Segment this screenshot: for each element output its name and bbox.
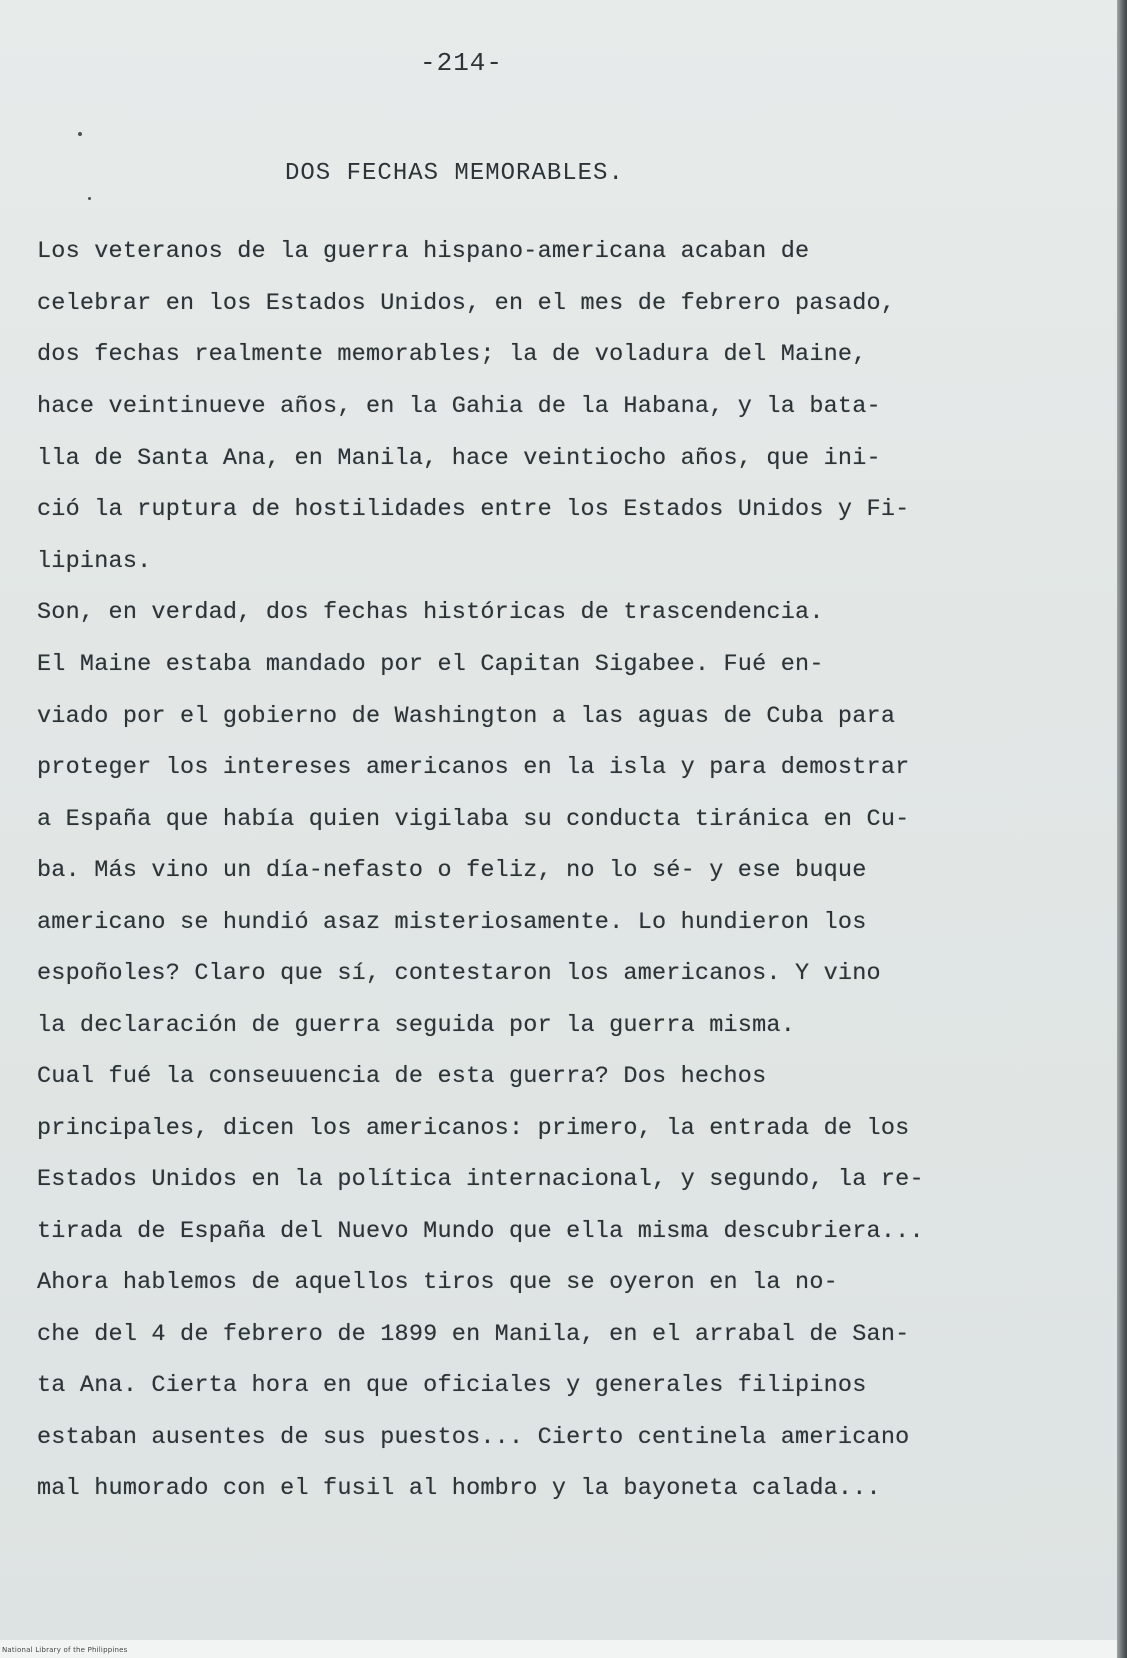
film-edge (1117, 0, 1127, 1658)
paper-speck (88, 197, 91, 200)
document-title: DOS FECHAS MEMORABLES. (285, 160, 624, 187)
text-line: viado por el gobierno de Washington a las aguas de Cuba para (37, 703, 896, 730)
text-line: tirada de España del Nuevo Mundo que ella misma descubriera... (37, 1218, 924, 1245)
text-line: Cual fué la conseuuencia de esta guerra? Dos hechos (37, 1063, 767, 1090)
text-line: a España que había quien vigilaba su conducta tiránica en Cu- (37, 806, 910, 833)
text-line: dos fechas realmente memorables; la de voladura del Maine, (37, 341, 867, 368)
text-line: lla de Santa Ana, en Manila, hace veintiocho años, que ini- (37, 445, 881, 472)
text-line: americano se hundió asaz misteriosamente. Lo hundieron los (37, 909, 867, 936)
text-line: principales, dicen los americanos: primero, la entrada de los (37, 1115, 910, 1142)
text-line: ba. Más vino un día-nefasto o feliz, no lo sé- y ese buque (37, 857, 867, 884)
page-number: -214- (420, 48, 504, 78)
text-line: lipinas. (37, 548, 152, 575)
text-line: espoñoles? Claro que sí, contestaron los americanos. Y vino (37, 960, 881, 987)
credit-text: National Library of the Philippines (2, 1646, 128, 1654)
text-line: la declaración de guerra seguida por la guerra misma. (37, 1012, 796, 1039)
text-line: mal humorado con el fusil al hombro y la bayoneta calada... (37, 1475, 881, 1502)
text-line: celebrar en los Estados Unidos, en el mes de febrero pasado, (37, 290, 896, 317)
text-line: proteger los intereses americanos en la isla y para demostrar (37, 754, 910, 781)
text-line: estaban ausentes de sus puestos... Cierto centinela americano (37, 1424, 910, 1451)
text-line: Ahora hablemos de aquellos tiros que se oyeron en la no- (37, 1269, 838, 1296)
text-line: hace veintinueve años, en la Gahia de la Habana, y la bata- (37, 393, 881, 420)
text-line: Son, en verdad, dos fechas históricas de trascendencia. (37, 599, 824, 626)
footer-strip (0, 1640, 1117, 1658)
paper-speck (78, 132, 82, 136)
text-line: Estados Unidos en la política internacional, y segundo, la re- (37, 1166, 924, 1193)
text-line: ció la ruptura de hostilidades entre los Estados Unidos y Fi- (37, 496, 910, 523)
text-line: Los veteranos de la guerra hispano-americana acaban de (37, 238, 810, 265)
text-line: che del 4 de febrero de 1899 en Manila, en el arrabal de San- (37, 1321, 910, 1348)
text-line: ta Ana. Cierta hora en que oficiales y generales filipinos (37, 1372, 867, 1399)
text-line: El Maine estaba mandado por el Capitan Sigabee. Fué en- (37, 651, 824, 678)
